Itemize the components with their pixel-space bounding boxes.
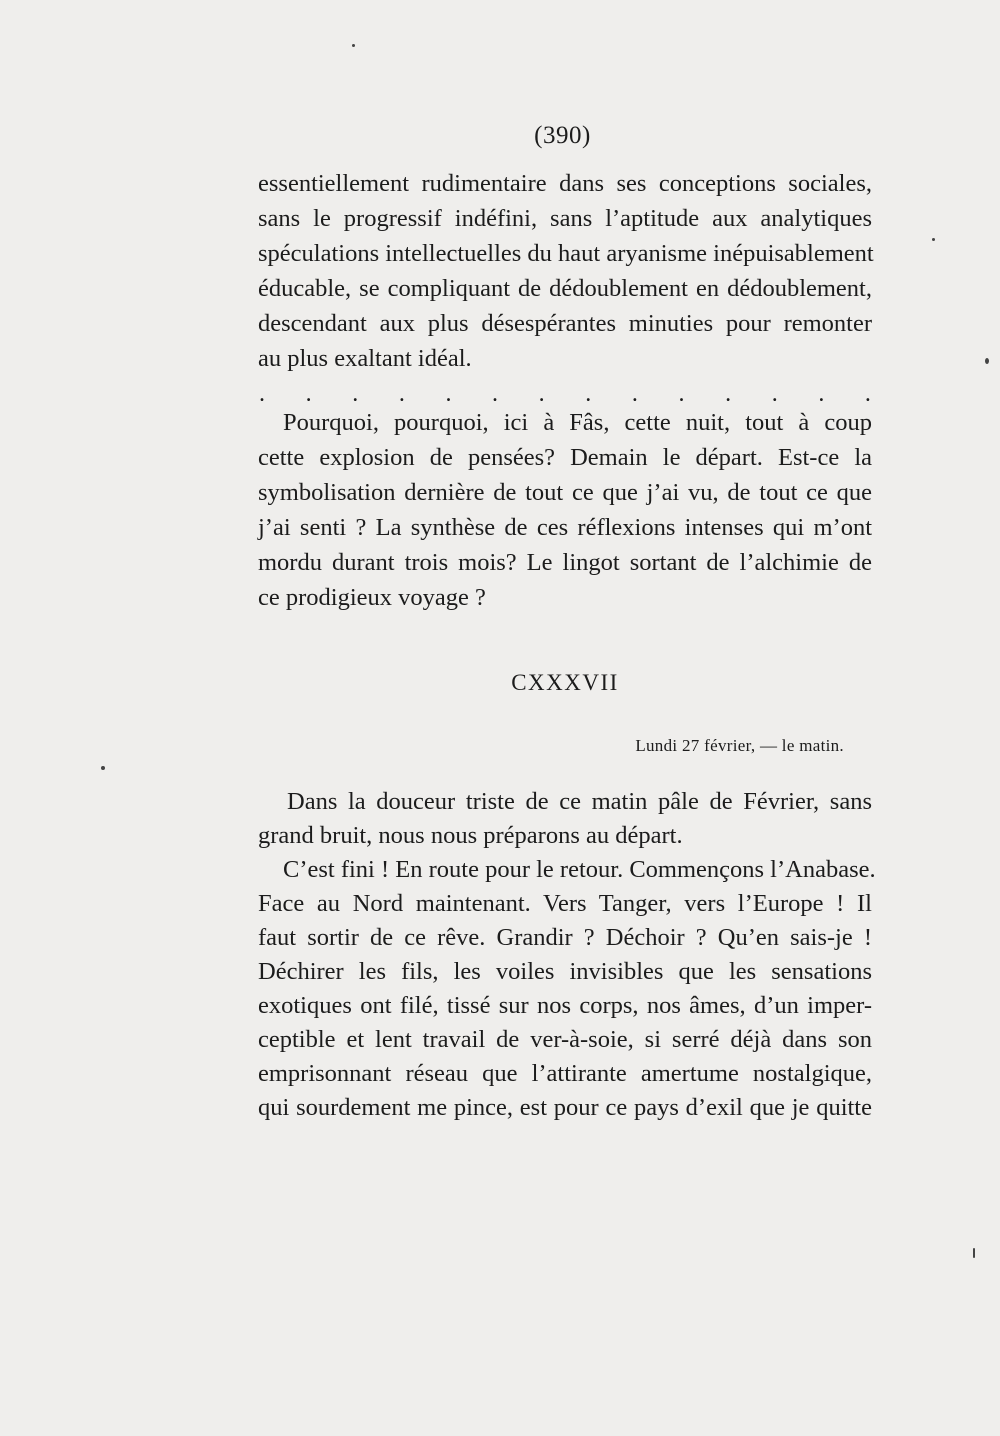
text-line: symbolisation dernière de tout ce que j’ai vu, de tout ce que [258,479,872,506]
dot: . [305,381,312,407]
text-line: cette explosion de pensées? Demain le départ. Est-ce la [258,444,872,471]
text-line: ceptible et lent travail de ver-à-soie, si serré déjà dans son [258,1026,872,1053]
text-line: au plus exaltant idéal. [258,345,472,372]
dot: . [492,381,499,407]
paper-speck [101,766,105,770]
chapter-heading: CXXXVII [511,670,619,695]
dot: . [678,381,685,407]
text-line: sans le progressif indéfini, sans l’aptitude aux analytiques [258,205,872,232]
text-line: Pourquoi, pourquoi, ici à Fâs, cette nuit, tout à coup [283,409,872,436]
dot: . [725,381,732,407]
dot: . [818,381,825,407]
text-line: qui sourdement me pince, est pour ce pays d’exil que je quitte [258,1094,872,1121]
dot: . [631,381,638,407]
ellipsis-row [258,381,872,407]
dot: . [864,381,871,407]
text-line: essentiellement rudimentaire dans ses conceptions sociales, [258,170,872,197]
text-line: grand bruit, nous nous préparons au départ. [258,822,683,849]
text-line: Dans la douceur triste de ce matin pâle de Février, sans [287,788,872,815]
text-line: spéculations intellectuelles du haut aryanisme inépuisablement [258,240,874,267]
text-line: éducable, se compliquant de dédoublement en dédoublement, [258,275,872,302]
text-line: exotiques ont filé, tissé sur nos corps, nos âmes, d’un imper- [258,992,872,1019]
dot: . [259,381,265,407]
text-line: emprisonnant réseau que l’attirante amertume nostalgique, [258,1060,872,1087]
dot: . [398,381,405,407]
page-number: (390) [534,122,591,149]
text-line: C’est fini ! En route pour le retour. Commençons l’Anabase. [283,856,876,883]
text-line: Face au Nord maintenant. Vers Tanger, vers l’Europe ! Il [258,890,872,917]
paper-speck [932,238,935,241]
text-line: descendant aux plus désespérantes minuties pour remonter [258,310,872,337]
text-line: ce prodigieux voyage ? [258,584,486,611]
dot: . [585,381,592,407]
dot: . [445,381,452,407]
dot: . [352,381,359,407]
paper-speck [352,44,355,47]
paper-speck [985,358,989,364]
text-line: mordu durant trois mois? Le lingot sortant de l’alchimie de [258,549,872,576]
text-line: faut sortir de ce rêve. Grandir ? Déchoir ? Qu’en sais-je ! [258,924,872,951]
text-line: Déchirer les fils, les voiles invisibles que les sensations [258,958,872,985]
dot: . [538,381,545,407]
text-line: j’ai senti ? La synthèse de ces réflexions intenses qui m’ont [258,514,872,541]
dot: . [771,381,778,407]
dateline: Lundi 27 février, — le matin. [635,736,844,755]
paper-speck [973,1248,975,1258]
